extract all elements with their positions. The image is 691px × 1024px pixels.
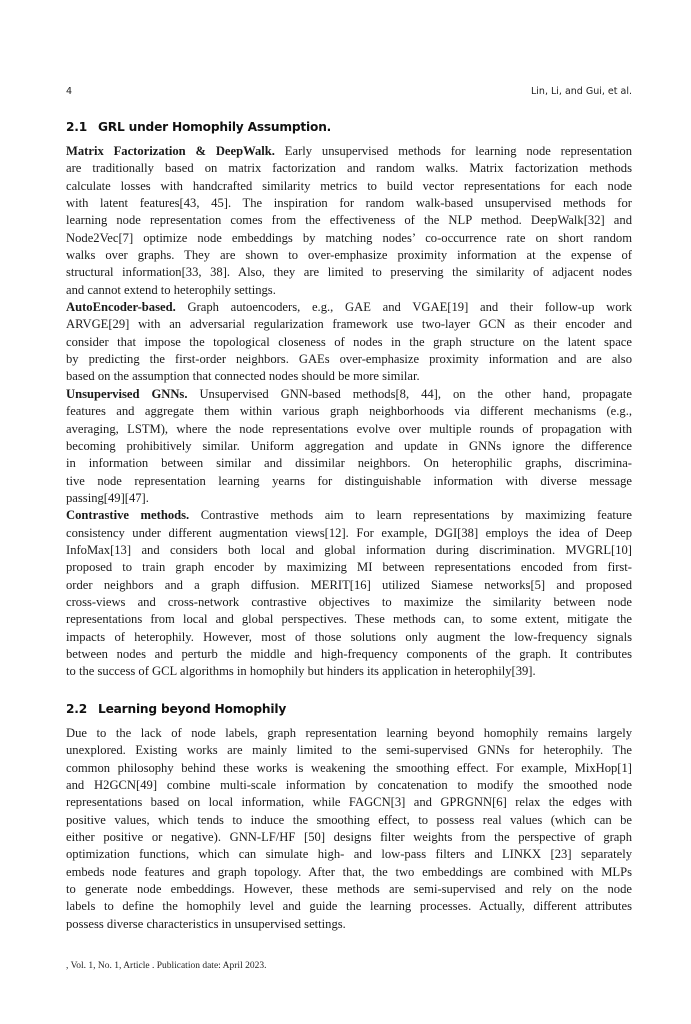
section-number: 2.2 (66, 702, 87, 716)
text-line: cross-views and cross-network contrastive objectives to maximize the similarity between node (66, 594, 632, 609)
text-line: positive values, which tends to induce the smoothing effect, to possess real values (which can be (66, 812, 632, 827)
text-line: labels to define the homophily level and guide the learning processes. Actually, different attributes (66, 899, 632, 914)
page-footer: , Vol. 1, No. 1, Article . Publication date: April 2023. (66, 961, 267, 971)
text-line: learning node representation comes from the effectiveness of the NLP method. DeepWalk[32] and (66, 213, 632, 228)
text-line: passing[49][47]. (66, 490, 149, 505)
text-line: averaging, LSTM), where the node representations evolve over multiple rounds of propagation with (66, 421, 632, 436)
section-2-1-body (66, 143, 632, 681)
section-number: 2.1 (66, 120, 87, 134)
text-line: based on the assumption that connected nodes should be more similar. (66, 369, 420, 384)
text-line: and cannot extend to heterophily settings. (66, 282, 276, 297)
text-line: Node2Vec[7] optimize node embeddings by matching nodes’ co-occurrence rate on short random (66, 230, 632, 245)
text-line: unexplored. Existing works are mainly limited to the semi-supervised GNNs for heterophily. The (66, 743, 632, 758)
text-line: by predicting the first-order neighbors. GAEs over-emphasize proximity information and are also (66, 352, 632, 367)
line-text: Early unsupervised methods for learning node representation (274, 144, 632, 158)
text-line: to generate node embeddings. However, these methods are semi-supervised and rely on the node (66, 882, 632, 897)
text-line: consistency under different augmentation views[12]. For example, DGI[38] employs the idea of Deep (66, 525, 632, 540)
text-line: possess diverse characteristics in unsupervised settings. (66, 916, 346, 931)
paragraph-lead: Unsupervised GNNs. (66, 386, 188, 401)
text-line: embeds node features and graph topology. After that, the two embeddings are combined with MLPs (66, 864, 632, 879)
text-line: calculate losses with handcrafted similarity metrics to build vector representations for each node (66, 178, 632, 193)
text-line: either positive or negative). GNN-LF/HF [50] designs filter weights from the perspective of graph (66, 830, 632, 845)
page-number: 4 (66, 86, 73, 97)
text-line: between nodes and perturb the middle and high-frequency components of the graph. It contributes (66, 646, 632, 661)
section-title: Learning beyond Homophily (98, 702, 287, 716)
text-line: in information between similar and dissimilar neighbors. On heterophilic graphs, discrimina- (66, 456, 632, 471)
paragraph-lead: AutoEncoder-based. (66, 300, 176, 315)
text-line: features and aggregate them within various graph neighborhoods via different mechanisms (e.g., (66, 404, 632, 419)
text-line: order neighbors and a graph diffusion. MERIT[16] utilized Siamese networks[5] and proposed (66, 577, 632, 592)
section-2-2-body (66, 725, 632, 933)
text-line (66, 507, 632, 524)
text-line (66, 386, 632, 403)
text-line: with latent features[43, 45]. The inspiration for random walk-based unsupervised methods for (66, 196, 632, 211)
text-line: structural information[33, 38]. Also, they are limited to preserving the similarity of adjacent nodes (66, 265, 632, 280)
line-text: Contrastive methods aim to learn representations by maximizing feature (189, 508, 632, 523)
paragraph-lead: Contrastive methods. (66, 508, 190, 523)
text-line: optimization functions, which can simulate high- and low-pass filters and LINKX [23] separately (66, 847, 632, 862)
text-line (66, 143, 632, 160)
text-line: to the success of GCL algorithms in homophily but hinders its application in heterophily[39]. (66, 664, 536, 679)
paragraph-lead: Matrix Factorization & DeepWalk. (66, 144, 275, 158)
section-heading-2-1 (66, 120, 331, 134)
text-line: walks over graphs. They are shown to over-emphasize proximity information at the expense of (66, 248, 632, 263)
text-line: impacts of heterophily. However, most of those solutions only augment the low-frequency signals (66, 629, 632, 644)
text-line: representations based on local information, while FAGCN[3] and GPRGNN[6] relax the edges with (66, 795, 632, 810)
text-line: Due to the lack of node labels, graph representation learning beyond homophily remains largely (66, 726, 632, 740)
text-line (66, 299, 632, 316)
text-line: ARVGE[29] with an adversarial regularization framework use two-layer GCN as their encoder and (66, 317, 632, 332)
line-text: Graph autoencoders, e.g., GAE and VGAE[19] and their follow-up work (175, 300, 632, 315)
text-line: tive node representation learning yearns for distinguishable information with diverse message (66, 473, 632, 488)
text-line: becoming prohibitively similar. Uniform aggregation and update in GNNs ignore the difference (66, 438, 632, 453)
text-line: consider that impose the topological closeness of nodes in the graph structure on the latent space (66, 334, 632, 349)
section-title: GRL under Homophily Assumption. (98, 120, 332, 134)
text-line: representations from local and global perspectives. These methods can, to some extent, mitigate the (66, 612, 632, 627)
section-heading-2-2 (66, 702, 286, 716)
text-line: are traditionally based on matrix factorization and random walks. Matrix factorization methods (66, 161, 632, 176)
text-line: proposed to train graph encoder by maximizing MI between representations encoded from first- (66, 560, 632, 575)
text-line: and H2GCN[49] combine multi-scale information by concatenation to modify the smoothed node (66, 778, 632, 793)
text-line: InfoMax[13] and considers both local and global information during discrimination. MVGRL[10] (66, 542, 632, 557)
line-text: Unsupervised GNN-based methods[8, 44], on the other hand, propagate (187, 386, 632, 401)
text-line: common philosophy behind these works is weakening the smoothing effect. For example, MixHop[1] (66, 760, 632, 775)
running-head (66, 86, 632, 100)
running-head-authors: Lin, Li, and Gui, et al. (531, 86, 632, 97)
